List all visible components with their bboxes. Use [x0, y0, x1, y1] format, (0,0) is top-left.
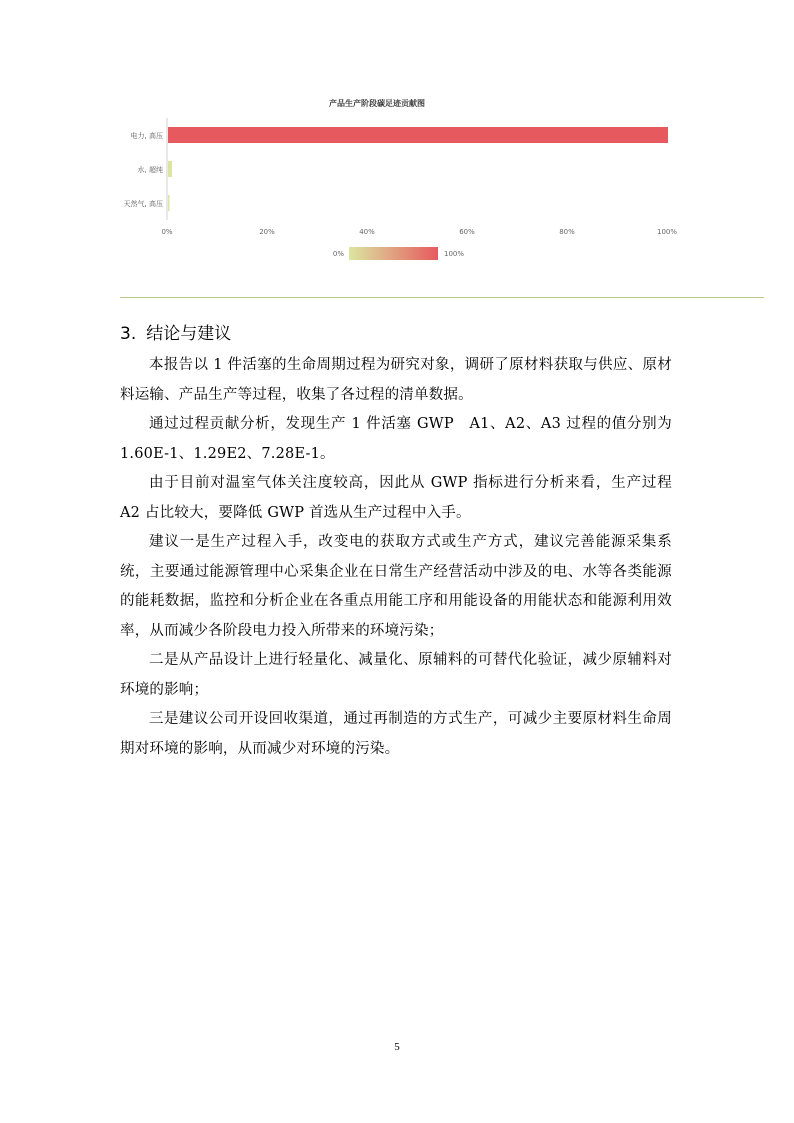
section-title: 结论与建议 [146, 324, 232, 344]
x-tick-label: 100% [656, 228, 678, 236]
section-heading [120, 319, 231, 344]
x-tick-label: 20% [259, 228, 275, 236]
paragraph: 三是建议公司开设回收渠道，通过再制造的方式生产，可减少主要原材料生命周期对环境的影响，从而减少对环境的污染。 [120, 711, 672, 757]
contribution-chart [110, 92, 700, 272]
paragraph: 建议一是生产过程入手，改变电的获取方式或生产方式，建议完善能源采集系统，主要通过能源管理中心采集企业在日常生产经营活动中涉及的电、水等各类能源的能耗数据，监控和分析企业在各重点用能工序和用能设备的用能状态和能源利用效率，从而减少各阶段电力投入所带来的环境污染； [120, 534, 672, 639]
x-tick-label: 0% [161, 228, 173, 236]
body-text [120, 351, 672, 764]
x-tick-label: 40% [359, 228, 375, 236]
x-tick-label: 60% [459, 228, 475, 236]
category-label: 天然气, 高压 [123, 200, 163, 208]
paragraph: 通过过程贡献分析，发现生产 1 件活塞 GWP A1、A2、A3 过程的值分别为 1.60E-1、1.29E2、7.28E-1。 [120, 416, 672, 462]
category-label: 水, 超纯 [137, 166, 163, 174]
chart-title: 产品生产阶段碳足迹贡献图 [329, 99, 425, 108]
paragraph: 由于目前对温室气体关注度较高，因此从 GWP 指标进行分析来看，生产过程 A2 占比较大，要降低 GWP 首选从生产过程中入手。 [120, 475, 672, 521]
bar [168, 195, 170, 211]
x-tick-label: 80% [559, 228, 575, 236]
page-number: 5 [394, 1041, 400, 1053]
colorbar-min-label: 0% [332, 250, 344, 258]
colorbar [349, 247, 438, 260]
paragraph: 二是从产品设计上进行轻量化、减量化、原辅料的可替代化验证，减少原辅料对环境的影响； [120, 652, 672, 698]
bar [168, 161, 172, 177]
section-number: 3. [120, 324, 137, 344]
category-label: 电力, 高压 [130, 132, 163, 140]
colorbar-max-label: 100% [444, 250, 465, 258]
paragraph: 本报告以 1 件活塞的生命周期过程为研究对象，调研了原材料获取与供应、原材料运输、产品生产等过程，收集了各过程的清单数据。 [120, 357, 672, 403]
bar [168, 127, 668, 143]
section-divider [120, 297, 764, 298]
chart-svg [110, 92, 700, 272]
